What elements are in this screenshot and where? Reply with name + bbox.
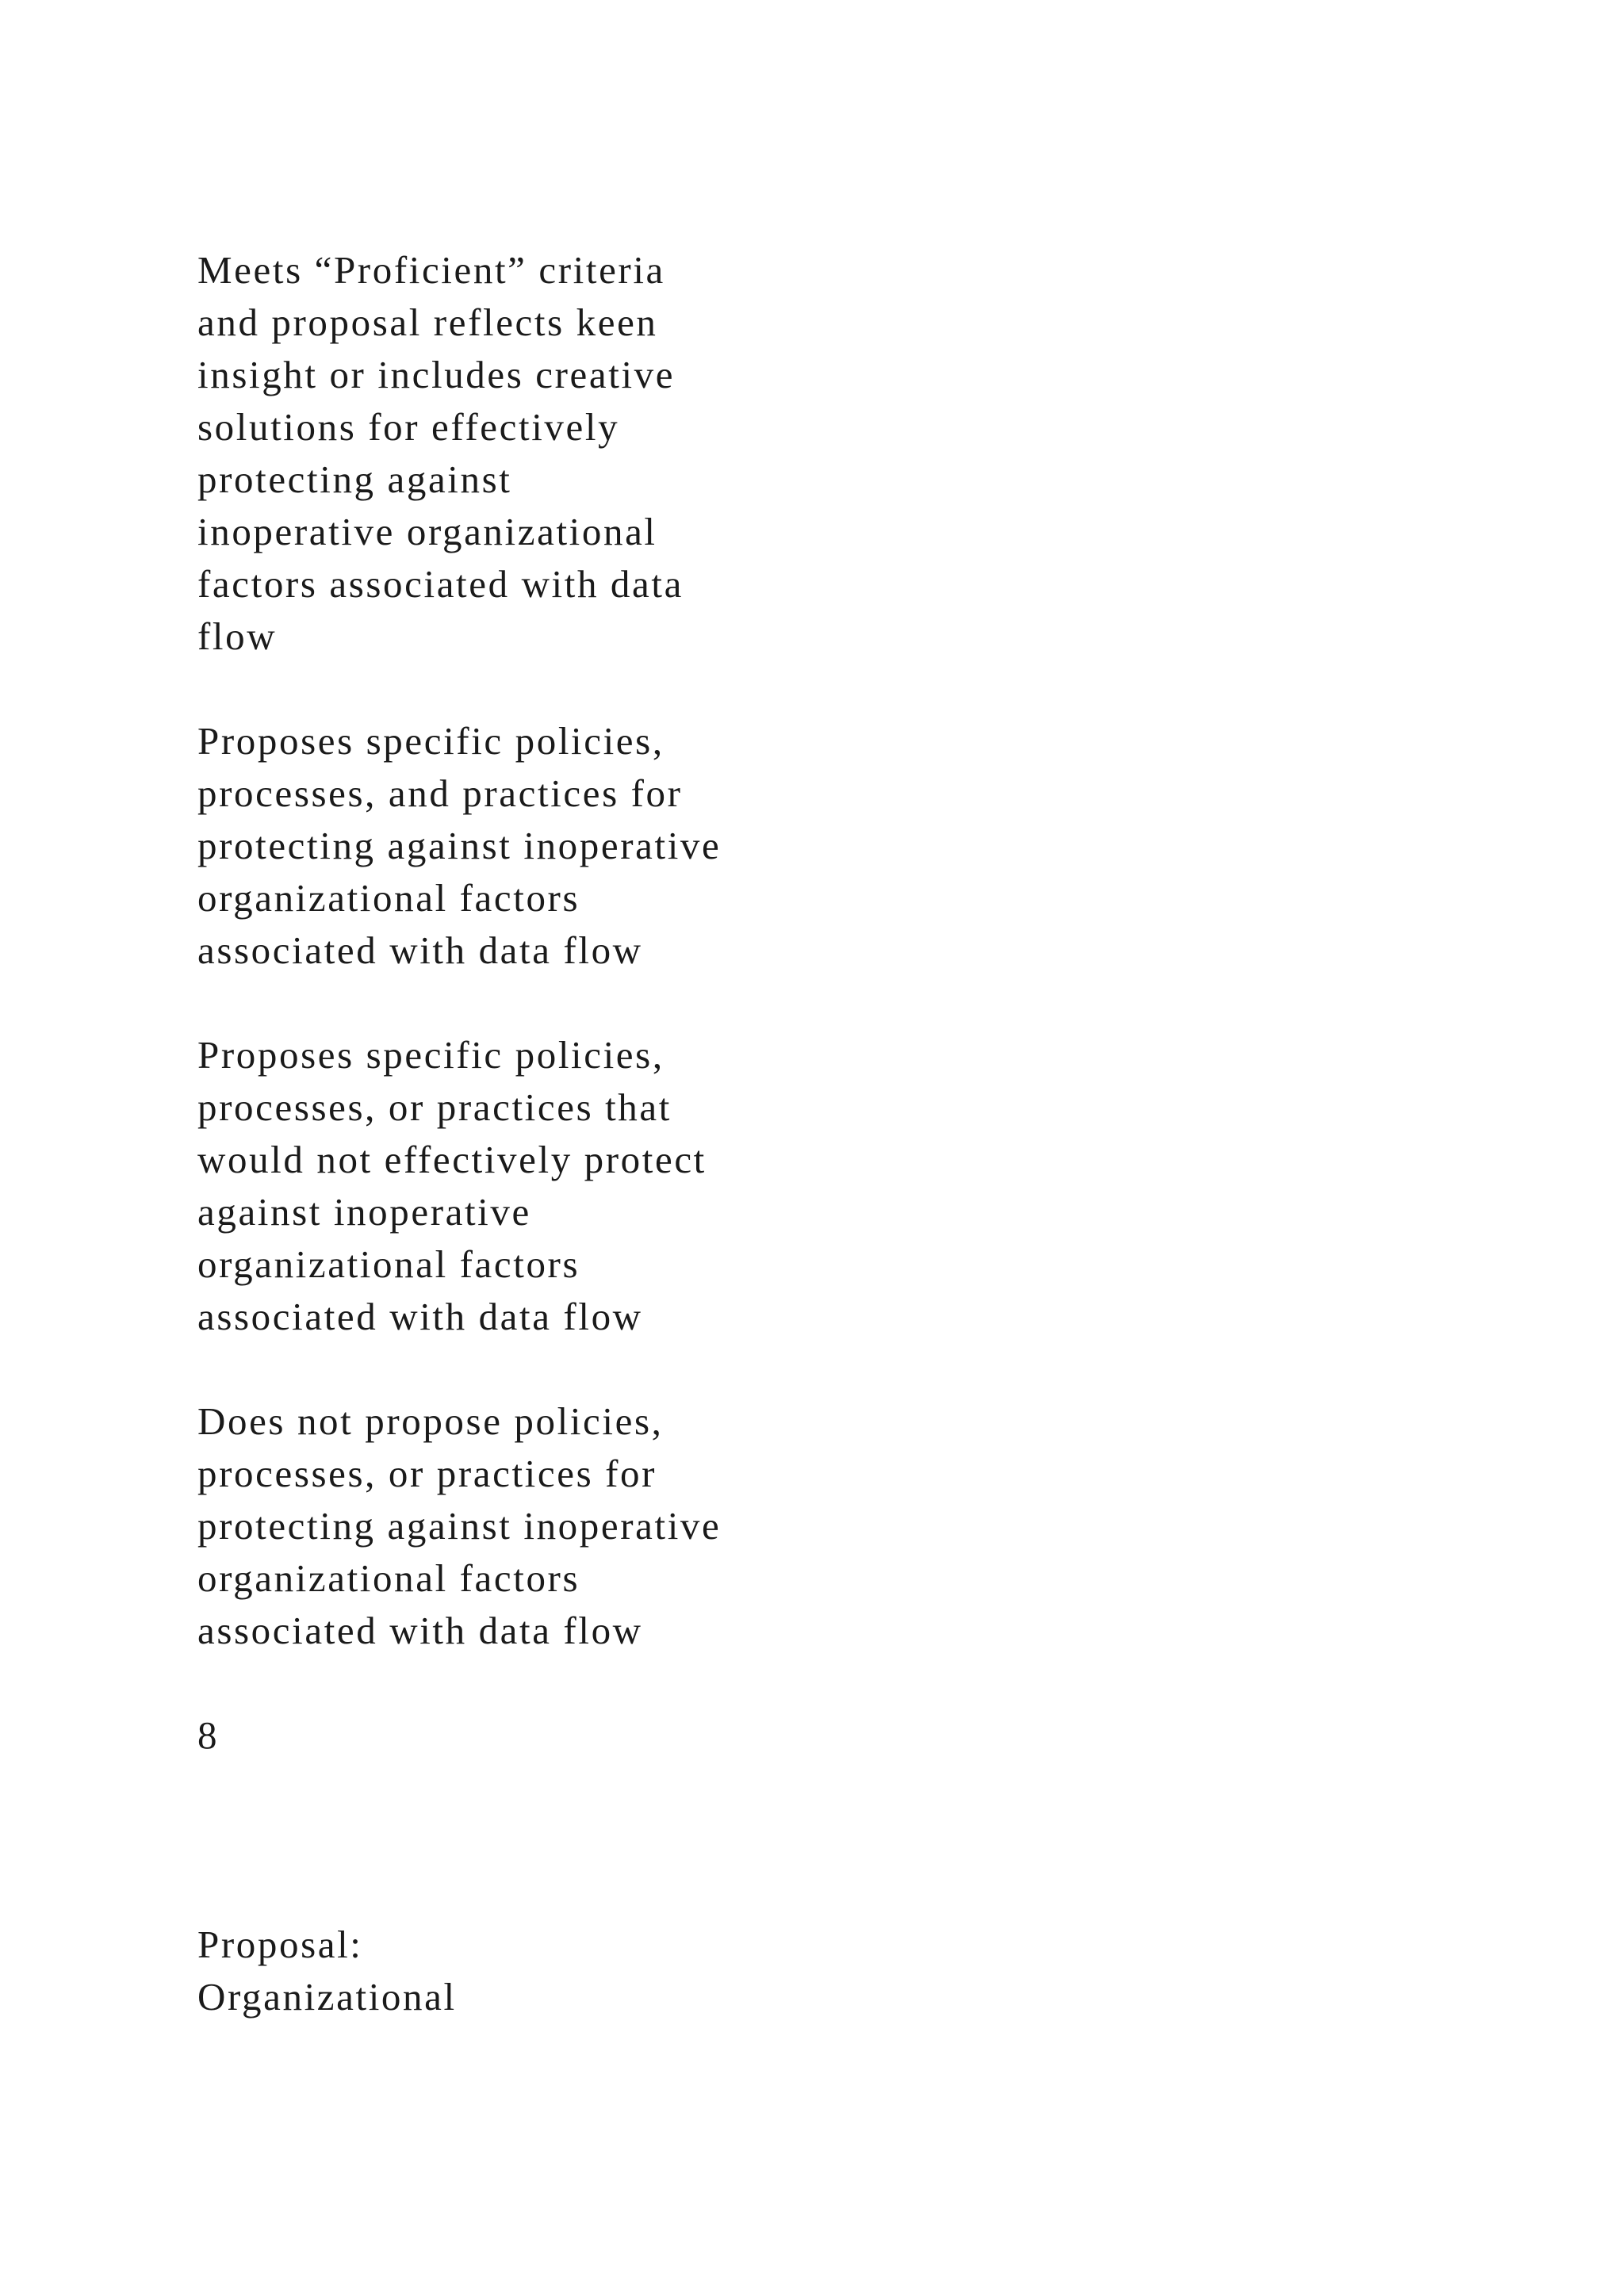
text-line: associated with data flow [197, 928, 643, 972]
text-line: organizational factors [197, 876, 580, 920]
text-line: protecting against inoperative [197, 824, 722, 867]
text-line: Organizational [197, 1975, 457, 2019]
text-line: protecting against [197, 457, 512, 501]
text-line: processes, or practices that [197, 1085, 672, 1129]
text-line: associated with data flow [197, 1609, 643, 1652]
text-line: Proposal: [197, 1923, 363, 1966]
text-line: inoperative organizational [197, 510, 657, 553]
text-line: Proposes specific policies, [197, 1033, 665, 1077]
criteria-not-evident [197, 1395, 990, 1657]
text-line: processes, and practices for [197, 771, 683, 815]
criteria-needs-improvement [197, 1029, 990, 1343]
text-line: and proposal reflects keen [197, 300, 658, 344]
text-line: Proposes specific policies, [197, 719, 665, 763]
section-gap [197, 1762, 990, 1919]
next-section-heading [197, 1919, 990, 2023]
text-line: against inoperative [197, 1190, 531, 1234]
text-line: solutions for effectively [197, 405, 620, 449]
text-line: would not effectively protect [197, 1138, 707, 1181]
text-line: organizational factors [197, 1242, 580, 1286]
text-line: insight or includes creative [197, 353, 676, 396]
criteria-exemplary [197, 244, 990, 663]
text-line: protecting against inoperative [197, 1504, 722, 1548]
points-value: 8 [197, 1713, 220, 1757]
text-line: flow [197, 614, 278, 658]
criteria-proficient [197, 715, 990, 977]
text-line: processes, or practices for [197, 1452, 657, 1495]
rubric-text-column [197, 244, 990, 2076]
text-line: organizational factors [197, 1556, 580, 1600]
text-line: Meets “Proficient” criteria [197, 248, 665, 292]
text-line: associated with data flow [197, 1295, 643, 1338]
text-line: factors associated with data [197, 562, 684, 606]
text-line: Does not propose policies, [197, 1399, 664, 1443]
